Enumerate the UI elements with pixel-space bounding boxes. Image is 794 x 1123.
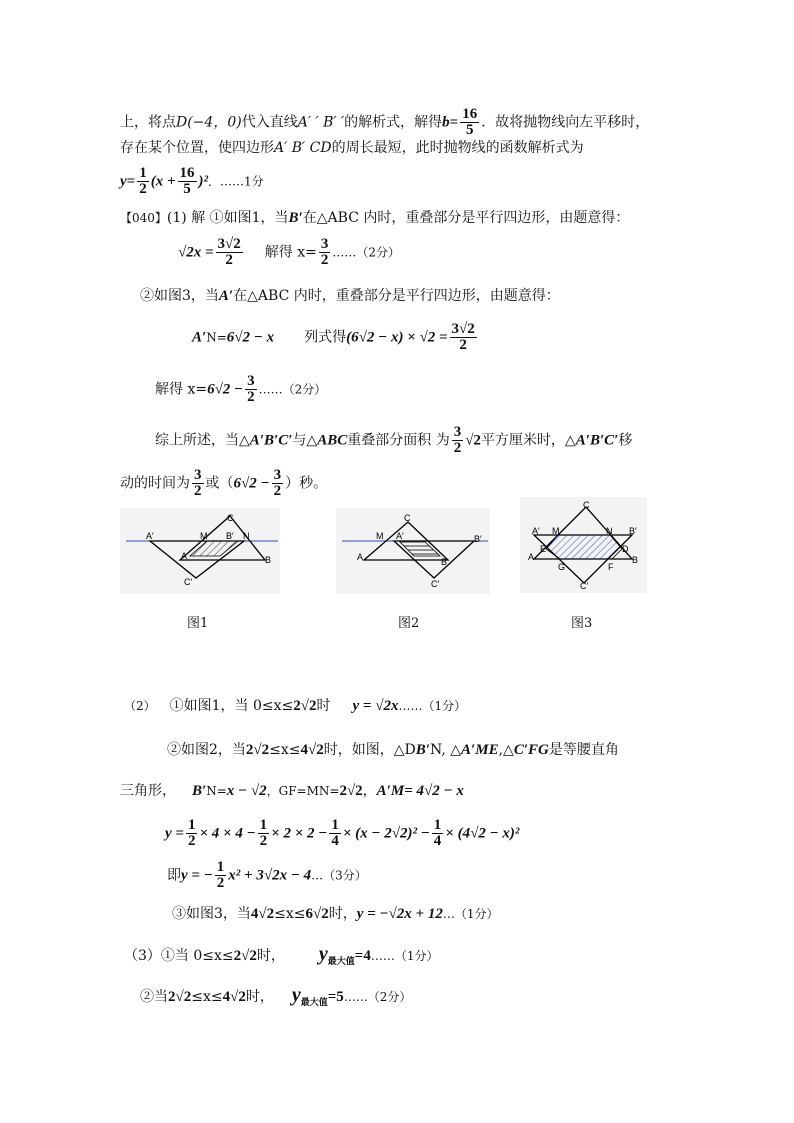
figure-1-svg (120, 508, 280, 594)
text: 或（ (205, 475, 234, 492)
summary-line-2 (120, 468, 327, 499)
text: 在△ABC 内时，重叠部分是平行四边形，由题意得： (302, 210, 630, 226)
label-c-prime: C′ (580, 581, 589, 591)
question-tag: 【040】 (120, 211, 167, 225)
text: 移 (618, 432, 633, 449)
text: N= (206, 330, 227, 345)
overlap (190, 541, 238, 556)
part-2-area-formula (165, 818, 519, 849)
figure-3 (520, 497, 647, 593)
segment: A′M (376, 783, 405, 799)
fraction: $\frac{3√2}{2}$ (217, 236, 241, 268)
expr: (6√2 − x) × √2 = (346, 329, 448, 346)
text: ,△ (498, 742, 514, 758)
part-2-line-1 (124, 696, 466, 716)
text: 解得 x= (155, 381, 208, 398)
label-n: N (606, 526, 613, 536)
text: N, △ (429, 742, 462, 758)
point: B′ (288, 210, 303, 226)
text: ②如图2，当 (167, 742, 246, 758)
expr: =4 (354, 948, 371, 964)
expr: y = −√2x + 12 (356, 906, 443, 922)
score: ……（1分） (398, 699, 467, 713)
expr: 4√2 (300, 742, 324, 758)
expr: 2√2 (233, 948, 257, 964)
part-2-case-3 (172, 904, 498, 924)
text-line-2 (120, 138, 584, 158)
expr: 6√2 − (207, 381, 244, 398)
label-b: B (632, 555, 639, 565)
fraction: $\frac{1}{2}$ (139, 165, 147, 197)
expr: × 2 × 2 − (271, 825, 328, 842)
text: ≤x≤ (274, 906, 306, 922)
expr: 2√2 (293, 698, 317, 714)
point: B′ (192, 783, 207, 799)
fraction: $\frac{3}{2}$ (247, 373, 255, 405)
fraction: $\frac{1}{2}$ (216, 859, 225, 891)
part-2-line-3 (120, 781, 464, 801)
score: ……（2分） (258, 382, 327, 397)
label-c-prime: C′ (431, 579, 440, 589)
summary-line-1 (155, 425, 632, 456)
text: 动的时间为 (120, 475, 190, 492)
text: 综上所述，当△ (155, 432, 250, 449)
label-g: G (558, 562, 566, 572)
text: 列式得 (304, 329, 347, 346)
label-a: A (528, 552, 535, 562)
label-a-prime: A′ (396, 531, 404, 541)
caption-figure-3: 图3 (571, 616, 593, 631)
overlap (546, 535, 622, 559)
expr: 4√2 (222, 989, 246, 1005)
expr: × 4 × 4 − (199, 825, 256, 842)
label-a: A (181, 551, 188, 561)
label-c-prime: C′ (184, 577, 193, 587)
label-d: D (622, 544, 629, 554)
fraction: $\frac{3}{2}$ (453, 424, 462, 456)
label-b: B (265, 555, 272, 565)
figure-2 (336, 508, 490, 594)
eq: = (126, 173, 136, 190)
expr: 6√2 − (233, 475, 270, 492)
part-2-simplified (167, 860, 367, 891)
text: ①如图1，当 0≤x≤ (169, 698, 294, 714)
text: 时， (256, 948, 285, 964)
question-040 (120, 208, 629, 228)
expr: y = − (181, 867, 213, 884)
fraction: $\frac{3}{2}$ (320, 236, 329, 268)
triangle: A′B′C′ (575, 432, 619, 449)
caption-figure-2: 图2 (398, 616, 420, 631)
expr: y = √2x (352, 698, 399, 714)
score: ……（1分） (370, 949, 439, 963)
var-y: y (120, 173, 127, 190)
fraction: $\frac{1}{4}$ (433, 817, 442, 849)
fraction: $\frac{3}{2}$ (194, 467, 202, 499)
point: B′ (415, 742, 430, 758)
text: 解得 x= (264, 244, 317, 261)
label-m: M (552, 526, 560, 536)
equation-3 (155, 374, 326, 405)
label-a: A (357, 552, 364, 562)
expr: × (4√2 − x)² (445, 825, 520, 842)
text: 的周长最短，此时抛物线的函数解析式为 (331, 140, 584, 156)
figure-1 (120, 508, 280, 594)
score: ……（2分） (332, 245, 400, 260)
label-a-prime: A′ (146, 531, 154, 541)
eq: = (449, 114, 459, 131)
label-f: F (608, 562, 614, 572)
parabola-formula (120, 166, 264, 197)
text: 时， (328, 906, 357, 922)
figure-2-svg (336, 508, 490, 594)
text: ， (362, 783, 377, 799)
var-b: b (442, 114, 450, 131)
text: N= (206, 784, 227, 798)
text: ②如图3，当 (140, 288, 219, 304)
expr: √2 (465, 432, 481, 449)
text: ③如图3，当 (172, 906, 251, 922)
expr: 6√2 − x (226, 329, 275, 346)
text: （3）①当 0≤x≤ (124, 948, 234, 964)
expr: )² (198, 173, 209, 190)
expr: √2x = (178, 244, 214, 261)
expr: (x + (150, 173, 176, 190)
text: ，GF=MN= (266, 784, 340, 798)
score: ……（2分） (343, 990, 412, 1004)
figure-3-svg (520, 497, 647, 593)
text: 代入直线 (241, 114, 298, 131)
var-y: y (291, 984, 301, 1006)
label-b-prime: B′ (474, 534, 482, 544)
expr: 6√2 (305, 906, 329, 922)
text: (1) 解 ①如图1，当 (166, 210, 289, 226)
text: 存在某个位置，使四边形 (120, 140, 274, 156)
label-e: E (540, 544, 547, 554)
label-c: C (227, 513, 234, 523)
score: ．……1分 (208, 174, 264, 189)
equation-1 (178, 237, 400, 268)
subscript: 最大值 (327, 957, 355, 967)
text: 时，如图，△D (323, 742, 416, 758)
expr: 4√2 (250, 906, 275, 922)
label-m: M (376, 531, 384, 541)
point: A′ (218, 288, 234, 304)
text: 时， (245, 989, 274, 1005)
label-c: C (583, 500, 590, 510)
expr: x² + 3√2x − 4 (228, 867, 312, 884)
text: 重叠部分面积 为 (347, 432, 450, 449)
text: 上，将点 (120, 114, 176, 131)
overlap (399, 541, 440, 556)
text: 在△ABC 内时，重叠部分是平行四边形，由题意得： (233, 288, 560, 304)
expr: 2√2 (245, 742, 270, 758)
expr: =5 (327, 989, 344, 1005)
triangle: C′FG (513, 742, 549, 758)
part-3-line-1 (124, 944, 438, 972)
expr: x − √2 (226, 783, 267, 799)
fraction: $\frac{16}{5}$ (179, 165, 195, 197)
part-tag: （2） (124, 699, 156, 713)
label-a-prime: A′ (532, 526, 540, 536)
label-b-prime: B′ (629, 526, 637, 536)
text: ≤x≤ (191, 989, 223, 1005)
text: 与△ (292, 432, 318, 449)
triangle: ABC (317, 432, 348, 449)
expr: y = (165, 825, 184, 842)
text: 时 (316, 698, 331, 714)
case-2-line (140, 286, 560, 306)
expr: = 4√2 − x (404, 783, 464, 799)
line-name: A′ ′ B′ ′ (297, 114, 345, 131)
fraction: $\frac{1}{2}$ (187, 817, 196, 849)
var-y: y (318, 943, 328, 965)
part-3-line-2 (140, 985, 411, 1013)
fraction: $\frac{1}{2}$ (259, 817, 268, 849)
label-b-prime: B′ (226, 531, 234, 541)
triangle: A′B′C′ (249, 432, 293, 449)
fraction: $\frac{16}{5}$ (462, 106, 478, 138)
text: ）秒。 (285, 475, 328, 492)
point: A′ (192, 329, 207, 346)
text: ．故将抛物线向左平移时， (481, 114, 650, 131)
text: 三角形， (120, 783, 176, 799)
text: 平方厘米时，△ (480, 432, 576, 449)
text: 是等腰直角 (548, 742, 619, 758)
fraction: $\frac{1}{4}$ (331, 817, 339, 849)
text-line-1 (120, 107, 649, 138)
quad-name: A′ B′ CD (274, 140, 332, 156)
caption-figure-1: 图1 (187, 616, 209, 631)
label-c: C (404, 513, 411, 523)
expr: 2√2 (339, 783, 363, 799)
fraction: $\frac{3}{2}$ (273, 467, 282, 499)
text: ②当 (140, 989, 168, 1005)
label-m: M (200, 531, 208, 541)
expr: × (x − 2√2)² − (342, 825, 430, 842)
score: …（3分） (311, 868, 367, 883)
triangle: A′ME (461, 742, 499, 758)
text: ≤x≤ (269, 742, 301, 758)
label-b: B (441, 557, 448, 567)
point-d: D(−4，0) (176, 114, 242, 131)
fraction: $\frac{3√2}{2}$ (451, 321, 475, 353)
equation-2 (192, 322, 479, 353)
subscript: 最大值 (300, 998, 328, 1008)
text: 的解析式，解得 (344, 114, 443, 131)
expr: 2√2 (168, 989, 192, 1005)
score: …（1分） (442, 907, 499, 921)
part-2-line-2 (167, 740, 619, 760)
text: 即 (167, 867, 181, 884)
label-n: N (243, 531, 250, 541)
